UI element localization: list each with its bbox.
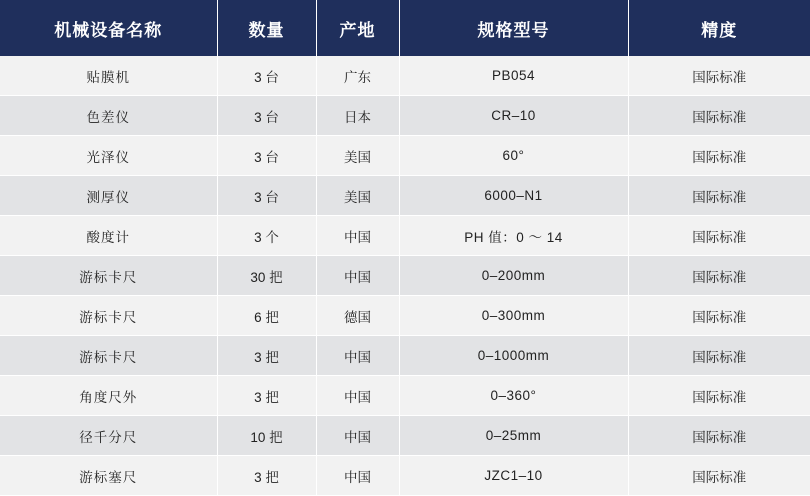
cell-spec: 0–300mm (399, 296, 628, 336)
cell-precision: 国际标准 (628, 56, 810, 96)
cell-precision: 国际标准 (628, 296, 810, 336)
cell-name: 酸度计 (0, 216, 217, 256)
table-row (0, 56, 810, 96)
column-header-name: 机械设备名称 (0, 0, 217, 56)
cell-qty: 3 个 (217, 216, 316, 256)
cell-origin: 美国 (316, 176, 399, 216)
cell-precision: 国际标准 (628, 456, 810, 496)
cell-origin: 美国 (316, 136, 399, 176)
cell-qty: 6 把 (217, 296, 316, 336)
cell-origin: 中国 (316, 216, 399, 256)
cell-spec: JZC1–10 (399, 456, 628, 496)
cell-qty: 3 台 (217, 136, 316, 176)
table-row (0, 376, 810, 416)
cell-qty: 3 台 (217, 96, 316, 136)
table-row (0, 416, 810, 456)
table-row (0, 96, 810, 136)
cell-origin: 中国 (316, 256, 399, 296)
cell-name: 光泽仪 (0, 136, 217, 176)
cell-origin: 广东 (316, 56, 399, 96)
cell-spec: 6000–N1 (399, 176, 628, 216)
cell-spec: 0–360° (399, 376, 628, 416)
cell-qty: 3 把 (217, 456, 316, 496)
table-row (0, 456, 810, 496)
cell-spec: 60° (399, 136, 628, 176)
cell-precision: 国际标准 (628, 216, 810, 256)
cell-spec: 0–1000mm (399, 336, 628, 376)
table-header-row (0, 0, 810, 56)
cell-qty: 3 台 (217, 176, 316, 216)
column-header-spec: 规格型号 (399, 0, 628, 56)
cell-precision: 国际标准 (628, 176, 810, 216)
cell-spec: PB054 (399, 56, 628, 96)
table-row (0, 216, 810, 256)
cell-origin: 德国 (316, 296, 399, 336)
cell-precision: 国际标准 (628, 96, 810, 136)
cell-origin: 日本 (316, 96, 399, 136)
cell-qty: 3 把 (217, 336, 316, 376)
cell-origin: 中国 (316, 336, 399, 376)
table-row (0, 136, 810, 176)
cell-qty: 3 把 (217, 376, 316, 416)
cell-name: 径千分尺 (0, 416, 217, 456)
table-body (0, 56, 810, 496)
cell-precision: 国际标准 (628, 336, 810, 376)
cell-name: 测厚仪 (0, 176, 217, 216)
cell-spec: CR–10 (399, 96, 628, 136)
cell-name: 游标塞尺 (0, 456, 217, 496)
cell-precision: 国际标准 (628, 256, 810, 296)
table-row (0, 336, 810, 376)
table-row (0, 296, 810, 336)
cell-spec: 0–25mm (399, 416, 628, 456)
cell-origin: 中国 (316, 416, 399, 456)
cell-name: 色差仪 (0, 96, 217, 136)
cell-precision: 国际标准 (628, 136, 810, 176)
cell-name: 游标卡尺 (0, 336, 217, 376)
cell-name: 游标卡尺 (0, 256, 217, 296)
cell-qty: 10 把 (217, 416, 316, 456)
column-header-prec: 精度 (628, 0, 810, 56)
cell-origin: 中国 (316, 376, 399, 416)
cell-name: 游标卡尺 (0, 296, 217, 336)
cell-qty: 30 把 (217, 256, 316, 296)
cell-precision: 国际标准 (628, 416, 810, 456)
cell-spec: 0–200mm (399, 256, 628, 296)
table-row (0, 176, 810, 216)
table-header (0, 0, 810, 56)
cell-qty: 3 台 (217, 56, 316, 96)
cell-name: 角度尺外 (0, 376, 217, 416)
cell-precision: 国际标准 (628, 376, 810, 416)
column-header-origin: 产地 (316, 0, 399, 56)
table-row (0, 256, 810, 296)
cell-name: 贴膜机 (0, 56, 217, 96)
cell-spec: PH 值：0 ～ 14 (399, 216, 628, 256)
column-header-qty: 数量 (217, 0, 316, 56)
cell-origin: 中国 (316, 456, 399, 496)
